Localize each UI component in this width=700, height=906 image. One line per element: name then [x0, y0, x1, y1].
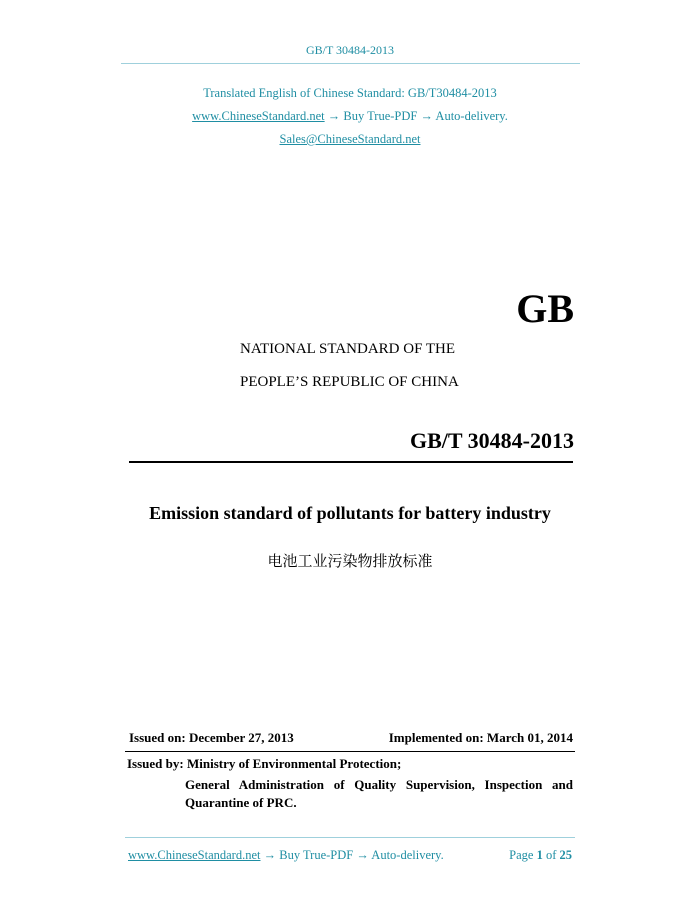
document-title-en: Emission standard of pollutants for battery industry — [149, 503, 551, 523]
document-title-cn: 电池工业污染物排放标准 — [267, 552, 433, 570]
issued-on-date: Issued on: December 27, 2013 — [129, 730, 294, 745]
header-divider — [121, 63, 580, 64]
dates-divider — [125, 751, 575, 752]
contact-line — [0, 132, 700, 147]
footer-purchase-text: → Buy True-PDF → Auto-delivery. — [260, 848, 444, 862]
page-total: 25 — [559, 848, 572, 862]
footer-site-link[interactable]: www.ChineseStandard.net — [128, 848, 261, 862]
gb-mark: GB — [516, 286, 574, 331]
footer-divider — [125, 837, 575, 838]
implemented-on-date: Implemented on: March 01, 2014 — [388, 730, 573, 745]
site-link[interactable]: www.ChineseStandard.net — [192, 109, 325, 123]
national-standard-line-1: NATIONAL STANDARD OF THE — [240, 341, 456, 357]
page-current: 1 — [536, 848, 543, 862]
page-indicator — [509, 848, 572, 863]
purchase-line — [0, 109, 700, 124]
running-header: GB/T 30484-2013 — [305, 43, 395, 57]
standard-number: GB/T 30484-2013 — [409, 428, 574, 453]
footer-purchase-line — [128, 848, 444, 863]
page-of: of — [545, 848, 557, 862]
email-link[interactable]: Sales@ChineseStandard.net — [279, 132, 421, 146]
national-standard-line-2: PEOPLE’S REPUBLIC OF CHINA — [240, 374, 459, 390]
purchase-text: → Buy True-PDF → Auto-delivery. — [324, 109, 508, 123]
issued-by-line: Issued by: Ministry of Environmental Protection; — [127, 756, 402, 771]
standard-number-rule — [129, 461, 573, 463]
page-label: Page — [509, 848, 534, 862]
translation-notice: Translated English of Chinese Standard: GB/T30484-2013 — [203, 86, 497, 100]
issuer-line-3: Quarantine of PRC. — [185, 795, 297, 810]
issuer-line-2: General Administration of Quality Supervision, Inspection and — [185, 777, 573, 792]
